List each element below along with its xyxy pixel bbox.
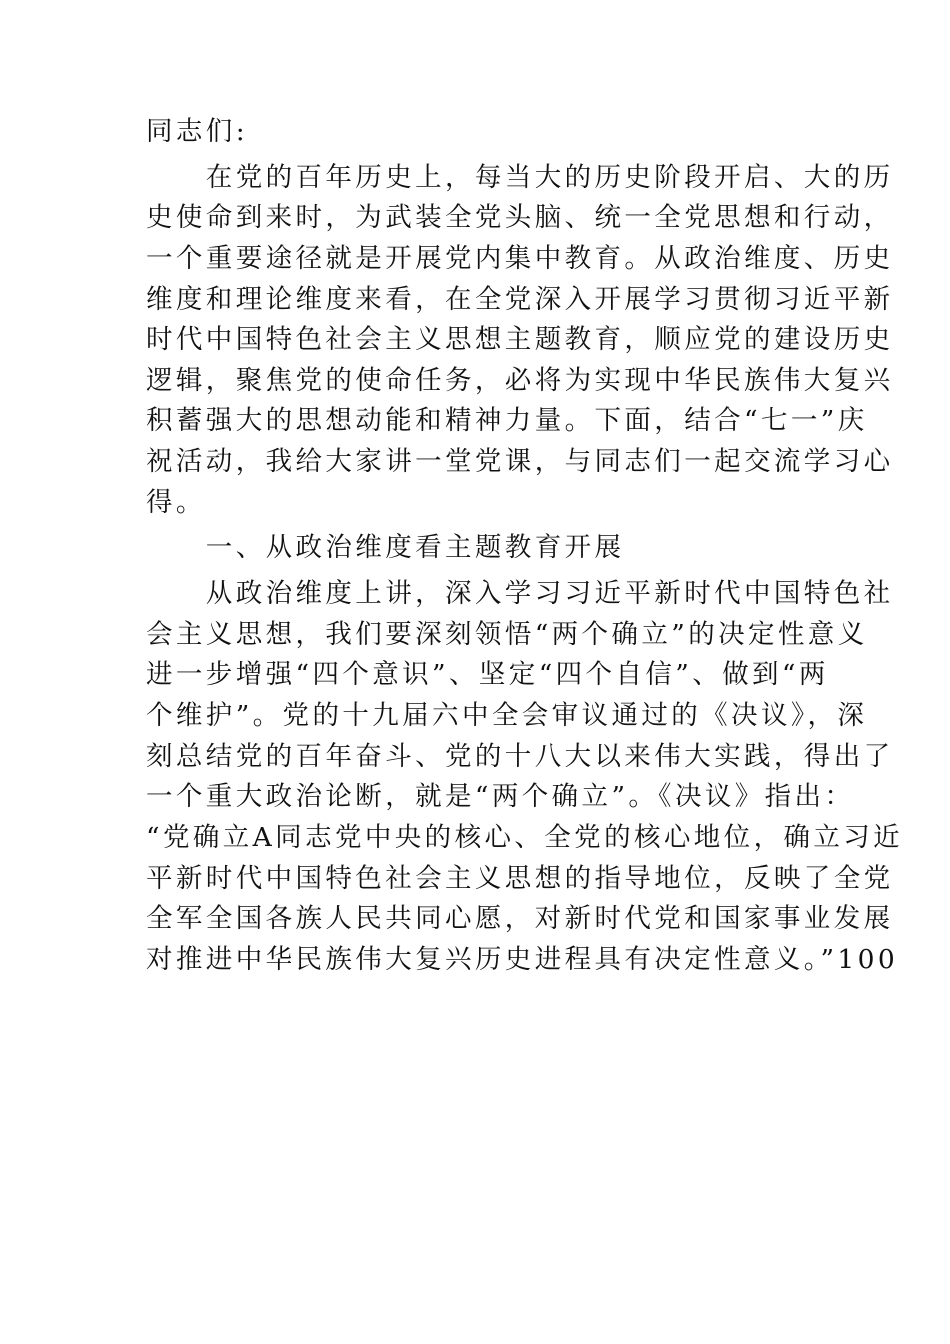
salutation: 同志们:: [146, 116, 249, 147]
intro-paragraph: [146, 158, 894, 524]
paragraph-line: 会主义思想，我们要深刻领悟“两个确立”的决定性意义: [146, 618, 868, 650]
paragraph-line: 个维护”。党的十九届六中全会审议通过的《决议》，深: [146, 699, 868, 731]
paragraph-line: 史使命到来时，为武装全党头脑、统一全党思想和行动，: [146, 202, 894, 234]
paragraph-line: 维度和理论维度来看，在全党深入开展学习贯彻习近平新: [146, 283, 894, 315]
paragraph-line: 时代中国特色社会主义思想主题教育，顺应党的建设历史: [146, 324, 894, 356]
paragraph-line: 平新时代中国特色社会主义思想的指导地位，反映了全党: [146, 862, 894, 894]
paragraph-line: 刻总结党的百年奋斗、党的十八大以来伟大实践，得出了: [146, 740, 894, 772]
section-heading: [146, 528, 806, 569]
paragraph-line: 逻辑，聚焦党的使命任务，必将为实现中华民族伟大复兴: [146, 364, 894, 396]
body-paragraph: [146, 574, 904, 980]
paragraph-line: 积蓄强大的思想动能和精神力量。下面，结合“七一”庆: [146, 405, 868, 437]
paragraph-line: 一个重大政治论断，就是“两个确立”。《决议》指出：: [146, 781, 855, 813]
paragraph-line: “党确立A同志党中央的核心、全党的核心地位，确立习近: [146, 821, 904, 853]
paragraph-line: 祝活动，我给大家讲一堂党课，与同志们一起交流学习心: [146, 446, 894, 478]
paragraph-line: 对推进中华民族伟大复兴历史进程具有决定性意义。”100: [146, 943, 899, 975]
paragraph-line: 进一步增强“四个意识”、坚定“四个自信”、做到“两: [146, 659, 829, 691]
document-body: [146, 112, 904, 980]
paragraph-line: 全军全国各族人民共同心愿，对新时代党和国家事业发展: [146, 903, 894, 935]
paragraph-line: 得。: [146, 486, 206, 518]
paragraph-line: 在党的百年历史上，每当大的历史阶段开启、大的历: [146, 161, 894, 193]
paragraph-line: 从政治维度上讲，深入学习习近平新时代中国特色社: [146, 578, 894, 610]
heading-line: 一、从政治维度看主题教育开展: [146, 532, 625, 564]
paragraph-line: 一个重要途径就是开展党内集中教育。从政治维度、历史: [146, 242, 894, 274]
